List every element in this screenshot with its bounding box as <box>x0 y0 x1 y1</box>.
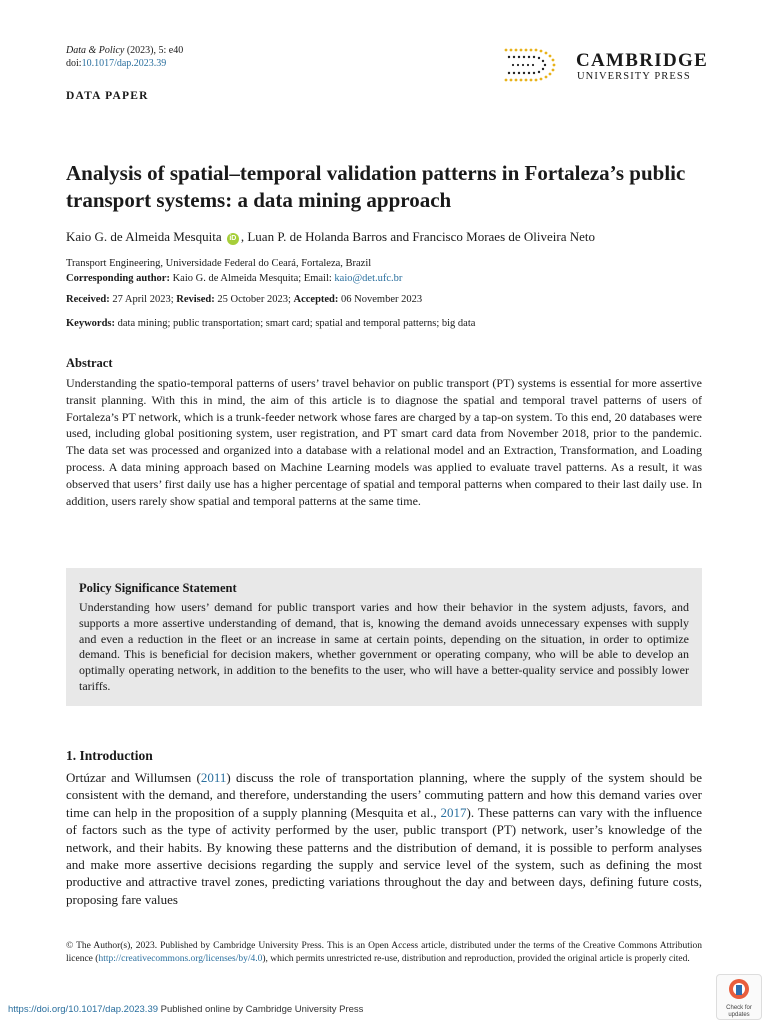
check-updates-icon <box>728 978 750 1002</box>
license-notice <box>66 940 702 965</box>
citation-link-2017[interactable]: 2017 <box>440 804 467 820</box>
abstract-text: Understanding the spatio-temporal patterns of users’ travel behavior on public transport (PT) systems is essential for more assertive transit planning. With this in mind, the aim of this article is to diagnose the spatial and temporal travel patterns of users of Fortaleza’s PT network, which is a trunk-feeder network whose fares are charged by a tap-on system. To this end, 20 databases were used, including global positioning system, user registration, and PT smart card data from November 2018, prior to the pandemic. The data set was processed and organized into a database with a relational model and an Extraction, Transformation, and Loading process. A data mining approach based on Machine Learning models was applied to evaluate travel patterns. As a result, it was observed that users’ first daily use has a higher percentage of spatial and temporal patterns when compared to their last daily use. In addition, users rarely show spatial and temporal patterns at the same time. <box>66 376 702 508</box>
license-part-1: © The Author(s), 2023. Published by Cambridge University Press. This is an Open Access article, distributed under the terms of the Creative Commons Attribution licence ( <box>66 941 702 964</box>
keywords-label: Keywords: <box>66 318 115 329</box>
intro-part-1: Ortúzar and Willumsen ( <box>66 770 201 785</box>
section-label: DATA PAPER <box>66 90 149 102</box>
updates-line-2: updates <box>728 1012 750 1018</box>
license-url-link[interactable]: http://creativecommons.org/licenses/by/4.0 <box>98 953 263 964</box>
journal-citation: (2023), 5: e40 <box>126 45 184 56</box>
doi-prefix: doi: <box>66 58 82 69</box>
citation-link-2011[interactable]: 2011 <box>200 770 227 785</box>
corresponding-author <box>66 271 402 286</box>
check-for-updates-badge[interactable] <box>716 974 762 1020</box>
intro-part-2: ) discuss the role of transportation planning, where the supply of the system should be consistent with the demand, and therefore, understanding the users’ commuting pattern and how this demand varies over time can help in the proposition of a supply planning (Mesquita et al., <box>66 770 702 820</box>
accepted-label: Accepted: <box>293 294 339 305</box>
revised-label: Revised: <box>176 294 215 305</box>
article-dates <box>66 292 422 307</box>
policy-text: Understanding how users’ demand for public transport varies and how their behavior in the system adjusts, favors, and supports a more assertive understanding of demand, that is, knowing the demand avoids unnecessary expenses with supply and even a reduction in the fleet or an increase in same at certain points, depending on the situation, in order to optimize demand. This is beneficial for decision makers, whether government or operating company, who will be able to develop an optimally operating network, in addition to the benefits to the user, who will have a better-quality service and possibly lower tariffs. <box>79 600 689 693</box>
page-footer <box>8 1004 363 1015</box>
affiliation: Transport Engineering, Universidade Federal do Ceará, Fortaleza, Brazil <box>66 258 372 269</box>
introduction-heading: 1. Introduction <box>66 748 153 763</box>
publisher-sub: UNIVERSITY PRESS <box>577 71 691 82</box>
journal-info <box>66 44 183 70</box>
cambridge-logo-icon <box>500 44 566 86</box>
doi-link[interactable]: 10.1017/dap.2023.39 <box>81 58 167 69</box>
orcid-icon[interactable]: iD <box>227 233 239 245</box>
email-link[interactable]: kaio@det.ufc.br <box>334 273 403 284</box>
policy-statement-box <box>66 568 702 706</box>
corresponding-label: Corresponding author: <box>66 273 170 284</box>
license-part-2: ), which permits unrestricted re-use, distribution and reproduction, provided the original article is properly cited. <box>262 953 690 964</box>
author-first: Kaio G. de Almeida Mesquita <box>66 229 222 244</box>
publisher-logo[interactable] <box>500 44 710 86</box>
introduction-text <box>66 769 702 908</box>
author-list <box>66 229 595 245</box>
received-label: Received: <box>66 294 110 305</box>
updates-line-1: Check for <box>726 1005 752 1011</box>
abstract-heading: Abstract <box>66 356 113 370</box>
journal-name: Data & Policy <box>66 45 125 56</box>
accepted-date: 06 November 2023 <box>338 294 423 305</box>
article-title: Analysis of spatial–temporal validation patterns in Fortaleza’s public transport systems: a data mining approach <box>66 161 686 212</box>
publisher-name: CAMBRIDGE <box>576 50 709 71</box>
keywords <box>66 316 475 331</box>
keywords-text: data mining; public transportation; smart card; spatial and temporal patterns; big data <box>115 318 476 329</box>
footer-text: Published online by Cambridge University Press <box>158 1004 364 1015</box>
intro-part-3: ). These patterns can vary with the influence of factors such as the type of activity performed by the user, public transport (PT) network, user’s knowledge of the network, and their habits. By knowing these patterns and the distribution of demand, it is possible to perform analyses and make more assertive decisions regarding the supply and service level of the system, such as defining the most productive and attractive travel zones, predicting variations throughout the day and between days, defining future costs, proposing fare values <box>66 804 702 907</box>
received-date: 27 April 2023; <box>109 294 177 305</box>
revised-date: 25 October 2023; <box>214 294 294 305</box>
author-rest: , Luan P. de Holanda Barros and Francisco Moraes de Oliveira Neto <box>240 229 596 244</box>
footer-doi-link[interactable]: https://doi.org/10.1017/dap.2023.39 <box>8 1004 159 1015</box>
corresponding-text: Kaio G. de Almeida Mesquita; Email: <box>169 273 335 284</box>
policy-heading: Policy Significance Statement <box>79 581 237 595</box>
